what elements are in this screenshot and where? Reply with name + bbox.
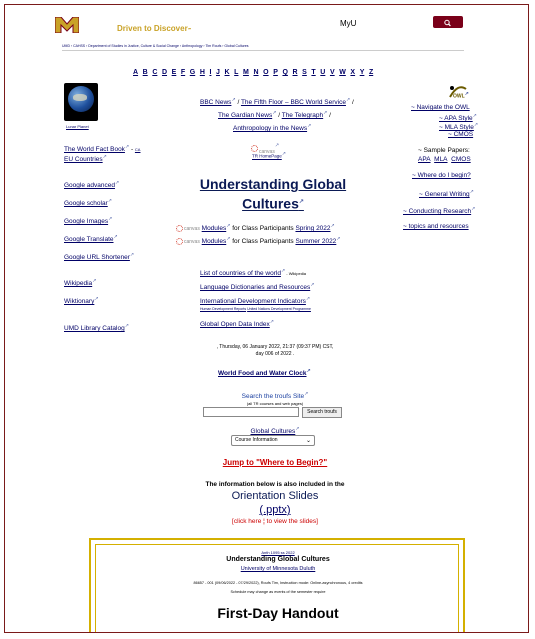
- header-divider: [62, 50, 464, 51]
- sample-mla-link[interactable]: MLA: [434, 156, 448, 163]
- alphabet-link-h[interactable]: H: [199, 69, 205, 76]
- summer-2022-link[interactable]: Summer 2022: [295, 238, 337, 246]
- open-data-row: Global Open Data Index↗: [200, 319, 274, 329]
- factbook-sep: -: [129, 146, 135, 154]
- sample-apa-link[interactable]: APA: [418, 156, 431, 163]
- handout-course-info: 86657 - 001 (09/06/2022 - 07/29/2022), Roufs Tim, Instruction mode: Online-asynchronous, 4 credits: [193, 581, 363, 585]
- alphabet-link-q[interactable]: Q: [282, 69, 288, 76]
- handout-heading: First-Day Handout: [217, 605, 339, 621]
- mla-row: ~ MLA Style↗: [439, 122, 479, 132]
- anthropology-news-link[interactable]: Anthropology in the News: [233, 125, 308, 133]
- sample-papers-row: [418, 156, 471, 163]
- alphabet-link-j[interactable]: J: [216, 69, 220, 76]
- catalog-row: UMD Library Catalog↗: [64, 323, 129, 333]
- alphabet-link-m[interactable]: M: [243, 69, 249, 76]
- alphabet-link-e[interactable]: E: [171, 69, 177, 76]
- google-scholar-row: Google scholar↗: [64, 198, 112, 208]
- google-advanced-link[interactable]: Google advanced: [64, 182, 115, 190]
- page-title-text: Understanding Global Cultures: [199, 176, 347, 212]
- wiktionary-row: Wiktionary↗: [64, 296, 99, 306]
- topics-resources-link[interactable]: ~ topics and resources: [403, 223, 469, 230]
- orientation-slides-title: Orientation Slides: [231, 490, 319, 502]
- modules-summer-link[interactable]: Modules: [201, 238, 227, 246]
- spring-2022-link[interactable]: Spring 2022: [295, 225, 331, 233]
- global-cultures-link[interactable]: Global Cultures: [250, 428, 296, 436]
- conducting-research-link[interactable]: ~ Conducting Research: [403, 208, 472, 216]
- wikipedia-link[interactable]: Wikipedia: [64, 280, 93, 288]
- owl-label: OWL↗: [453, 91, 469, 100]
- google-images-link[interactable]: Google Images: [64, 218, 109, 226]
- news-line-1: BBC News↗ / The Fifth Floor – BBC World Service↗ /: [200, 97, 354, 107]
- modules-spring-row: canvas Modules↗ for Class Participants Spring 2022↗: [176, 223, 335, 232]
- alphabet-link-n[interactable]: N: [253, 69, 259, 76]
- modules-summer-text: for Class Participants: [230, 238, 296, 246]
- alphabet-link-i[interactable]: I: [209, 69, 212, 76]
- global-cultures-selected: Course Information: [235, 437, 278, 443]
- site-header: [5, 5, 528, 49]
- google-url-shortener-link[interactable]: Google URL Shortener: [64, 254, 130, 262]
- navigate-owl-link[interactable]: ~ Navigate the OWL: [411, 104, 470, 111]
- development-indicators-link[interactable]: International Development Indicators: [200, 298, 306, 306]
- alphabet-link-w[interactable]: W: [339, 69, 346, 76]
- google-scholar-link[interactable]: Google scholar: [64, 200, 108, 208]
- date-line-2: day 006 of 2022 .: [255, 351, 295, 357]
- canvas-logo-text: canvas: [184, 239, 200, 246]
- alphabet-link-a[interactable]: A: [133, 69, 139, 76]
- canvas-icon: [176, 225, 183, 232]
- conducting-research-row: ~ Conducting Research↗: [403, 206, 476, 216]
- alphabet-link-x[interactable]: X: [350, 69, 356, 76]
- navigate-owl-row: [411, 104, 470, 111]
- clock-row: World Food and Water Clock↗: [218, 368, 311, 378]
- owl-label-text: OWL: [453, 93, 465, 100]
- eu-row: EU Countries↗: [64, 154, 107, 164]
- myu-link[interactable]: MyU: [340, 19, 357, 28]
- telegraph-link[interactable]: The Telegraph: [281, 112, 324, 120]
- orientation-intro: The information below is also included in the: [205, 481, 345, 488]
- alphabet-link-p[interactable]: P: [273, 69, 278, 76]
- news-sep: /: [327, 112, 331, 120]
- site-search-sub: (all TR courses and web pages): [246, 401, 304, 406]
- mla-style-link[interactable]: ~ MLA Style: [439, 124, 474, 132]
- alphabet-link-l[interactable]: L: [234, 69, 239, 76]
- google-translate-link[interactable]: Google Translate: [64, 236, 114, 244]
- site-search-label: Search the troufs Site↗: [241, 391, 309, 401]
- hdr-link[interactable]: Human Development Reports: [200, 307, 247, 311]
- canvas-home-link: TR HomePage↗: [252, 151, 286, 159]
- sample-papers-label: ~ Sample Papers:: [418, 147, 470, 154]
- bbc-news-link[interactable]: BBC News: [200, 99, 232, 107]
- countries-row: List of countries of the world↗ - Wikipedia: [200, 268, 307, 278]
- news-sep: /: [350, 99, 354, 107]
- cmos-link[interactable]: ~ CMOS: [448, 131, 474, 138]
- alphabet-link-o[interactable]: O: [263, 69, 269, 76]
- handout-inner-border: [95, 544, 459, 633]
- news-sep: /: [235, 99, 241, 107]
- date-line-1: , Thursday, 06 January 2022, 21:37 (09:37 PM) CST,: [216, 344, 334, 350]
- site-search-label-text: Search the troufs Site: [241, 393, 305, 401]
- dictionaries-link[interactable]: Language Dictionaries and Resources: [200, 284, 311, 292]
- google-images-row: Google Images↗: [64, 216, 113, 226]
- fifth-floor-link[interactable]: The Fifth Floor – BBC World Service: [240, 99, 346, 107]
- page-title: Understanding Global Cultures↗: [199, 176, 347, 212]
- news-line-2: The Gardian News↗ / The Telegraph↗ /: [218, 110, 331, 120]
- alphabet-link-k[interactable]: K: [224, 69, 230, 76]
- alphabet-link-g[interactable]: G: [189, 69, 196, 76]
- where-begin-row: [412, 172, 471, 179]
- canvas-logo-text: canvas: [259, 149, 275, 155]
- alphabet-link-v[interactable]: V: [329, 69, 335, 76]
- jump-where-to-begin-link[interactable]: Jump to "Where to Begin?": [222, 458, 328, 467]
- open-data-index-link[interactable]: Global Open Data Index: [200, 321, 270, 329]
- google-advanced-row: Google advanced↗: [64, 180, 120, 190]
- orientation-click-here: [185, 518, 365, 525]
- food-water-clock-link[interactable]: World Food and Water Clock: [218, 370, 307, 378]
- earth-image[interactable]: [64, 83, 98, 121]
- earth-caption[interactable]: Lunar Planet: [66, 124, 89, 129]
- alphabet-link-f[interactable]: F: [180, 69, 186, 76]
- alphabet-link-z[interactable]: Z: [368, 69, 374, 76]
- modules-spring-link[interactable]: Modules: [201, 225, 227, 233]
- umn-logo-icon[interactable]: [55, 17, 79, 33]
- wikipedia-row: Wikipedia↗: [64, 278, 97, 288]
- undp-link[interactable]: United Nations Development Programme: [247, 307, 311, 311]
- click-here-link[interactable]: [click here: [232, 518, 262, 525]
- canvas-icon: [176, 238, 183, 245]
- click-here-text: to view the slides]: [266, 518, 318, 525]
- alphabet-link-d[interactable]: D: [161, 69, 168, 76]
- gardian-news-link[interactable]: The Gardian News: [218, 112, 273, 120]
- sample-cmos-link[interactable]: CMOS: [451, 156, 471, 163]
- site-search-button[interactable]: Search troufs: [302, 407, 342, 418]
- development-row: International Development Indicators↗: [200, 296, 311, 306]
- canvas-logo-text: canvas: [184, 226, 200, 233]
- development-sub-row: [200, 307, 311, 311]
- handout-schedule-note: Schedule may change as events of the semester require: [230, 590, 326, 594]
- alphabet-link-c[interactable]: C: [152, 69, 158, 76]
- date-display: [205, 344, 345, 358]
- cursor-icon: ¦: [263, 518, 265, 525]
- where-begin-link[interactable]: ~ Where do I begin?: [412, 172, 471, 179]
- apa-style-link[interactable]: ~ APA Style: [439, 115, 473, 123]
- tr-homepage-link[interactable]: TR HomePage: [252, 153, 282, 159]
- orientation-slides: [185, 489, 365, 517]
- alphabet-link-b[interactable]: B: [142, 69, 148, 76]
- general-writing-link[interactable]: ~ General Writing: [419, 191, 470, 199]
- global-cultures-select[interactable]: [231, 435, 315, 446]
- modules-spring-text: for Class Participants: [230, 225, 296, 233]
- global-cultures-label: Global Cultures↗: [250, 426, 300, 436]
- breadcrumb[interactable]: UMD › CAHSS › Department of Studies in Justice, Culture & Social Change › Anthropology › Tim Roufs › Global Cultures: [62, 44, 249, 48]
- chevron-down-icon: ⌄: [305, 438, 311, 444]
- factbook-link[interactable]: The World Fact Book: [64, 146, 125, 154]
- handout-university-link[interactable]: University of Minnesota Duluth: [240, 566, 316, 572]
- first-day-handout-box: [89, 538, 465, 633]
- factbook-row: The World Fact Book↗ - CA: [64, 144, 141, 154]
- site-search-input[interactable]: [203, 407, 299, 417]
- general-writing-row: ~ General Writing↗: [419, 189, 474, 199]
- news-sep: /: [276, 112, 282, 120]
- alphabet-link-r[interactable]: R: [292, 69, 298, 76]
- countries-list-link[interactable]: List of countries of the world: [200, 270, 281, 278]
- alphabet-link-t[interactable]: T: [311, 69, 316, 76]
- alphabet-link-u[interactable]: U: [320, 69, 326, 76]
- modules-summer-row: canvas Modules↗ for Class Participants Summer 2022↗: [176, 236, 341, 245]
- search-icon: [433, 17, 463, 29]
- alphabet-link-y[interactable]: Y: [359, 69, 365, 76]
- orientation-pptx-link[interactable]: (.pptx): [259, 504, 291, 516]
- header-search-button[interactable]: [433, 16, 463, 28]
- factbook-ca-link[interactable]: CA: [134, 147, 141, 153]
- cmos-row: [448, 131, 473, 138]
- alphabet-nav: [133, 69, 378, 76]
- dictionaries-row: Language Dictionaries and Resources↗: [200, 282, 315, 292]
- topics-resources-row: [403, 223, 469, 230]
- eu-countries-link[interactable]: EU Countries: [64, 156, 103, 164]
- news-line-3: Anthropology in the News↗: [233, 123, 312, 133]
- umd-library-catalog-link[interactable]: UMD Library Catalog: [64, 325, 125, 333]
- handout-title: Understanding Global Cultures: [226, 556, 330, 563]
- tagline: Driven to Discover℠: [117, 24, 192, 33]
- apa-row: ~ APA Style↗: [439, 113, 477, 123]
- alphabet-link-s[interactable]: S: [302, 69, 307, 76]
- google-shortener-row: Google URL Shortener↗: [64, 252, 135, 262]
- page-frame: [4, 4, 529, 633]
- countries-suffix: - Wikipedia: [285, 271, 307, 277]
- handout-anth-link[interactable]: Anth 1095 ss 2022: [261, 550, 295, 555]
- canvas-home-logo[interactable]: canvas↗: [251, 140, 279, 158]
- google-translate-row: Google Translate↗: [64, 234, 118, 244]
- wiktionary-link[interactable]: Wiktionary: [64, 298, 95, 306]
